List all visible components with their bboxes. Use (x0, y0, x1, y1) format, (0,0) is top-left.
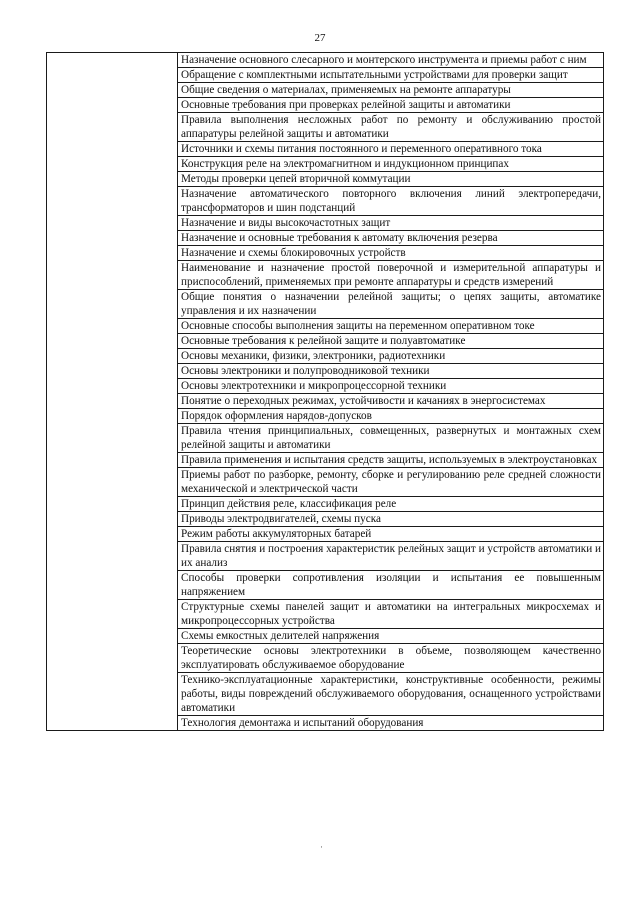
topic-cell: Принцип действия реле, классификация реле (178, 497, 604, 512)
page-number: 27 (314, 32, 326, 44)
topic-cell: Методы проверки цепей вторичной коммутации (178, 172, 604, 187)
topic-cell: Приемы работ по разборке, ремонту, сборке и регулированию реле средней сложности механической и электрической части (178, 468, 604, 497)
topic-cell: Режим работы аккумуляторных батарей (178, 527, 604, 542)
topic-cell: Общие понятия о назначении релейной защиты; о цепях защиты, автоматике управления и их назначении (178, 290, 604, 319)
topic-cell: Основные способы выполнения защиты на переменном оперативном токе (178, 319, 604, 334)
topic-cell: Наименование и назначение простой поверочной и измерительной аппаратуры и приспособлений, применяемых при ремонте аппаратуры и средств измерений (178, 261, 604, 290)
topic-cell: Основы электротехники и микропроцессорной техники (178, 379, 604, 394)
topic-cell: Технология демонтажа и испытаний оборудования (178, 716, 604, 731)
topic-cell: Приводы электродвигателей, схемы пуска (178, 512, 604, 527)
topic-cell: Понятие о переходных режимах, устойчивости и качаниях в энергосистемах (178, 394, 604, 409)
topic-cell: Обращение с комплектными испытательными устройствами для проверки защит (178, 68, 604, 83)
topic-cell: Порядок оформления нарядов-допусков (178, 409, 604, 424)
topic-cell: Схемы емкостных делителей напряжения (178, 629, 604, 644)
topic-cell: Правила применения и испытания средств защиты, используемых в электроустановках (178, 453, 604, 468)
topic-cell: Основные требования к релейной защите и полуавтоматике (178, 334, 604, 349)
topic-cell: Правила выполнения несложных работ по ремонту и обслуживанию простой аппаратуры релейной защиты и автоматики (178, 113, 604, 142)
section-label-cell (47, 53, 178, 731)
topic-cell: Технико-эксплуатационные характеристики, конструктивные особенности, режимы работы, виды повреждений обслуживаемого оборудования, оснащенного устройствами автоматики (178, 673, 604, 716)
topic-cell: Назначение и схемы блокировочных устройств (178, 246, 604, 261)
topic-cell: Правила снятия и построения характеристик релейных защит и устройств автоматики и их анализ (178, 542, 604, 571)
topic-cell: Теоретические основы электротехники в объеме, позволяющем качественно эксплуатировать обслуживаемое оборудование (178, 644, 604, 673)
topic-cell: Назначение основного слесарного и монтерского инструмента и приемы работ с ним (178, 53, 604, 68)
topic-cell: Назначение автоматического повторного включения линий электропередачи, трансформаторов и шин подстанций (178, 187, 604, 216)
topic-cell: Конструкция реле на электромагнитном и индукционном принципах (178, 157, 604, 172)
topic-cell: Основные требования при проверках релейной защиты и автоматики (178, 98, 604, 113)
topic-cell: Основы электроники и полупроводниковой техники (178, 364, 604, 379)
topic-cell: Основы механики, физики, электроники, радиотехники (178, 349, 604, 364)
knowledge-table-body (47, 53, 604, 731)
topic-cell: Способы проверки сопротивления изоляции и испытания ее повышенным напряжением (178, 571, 604, 600)
knowledge-table (46, 52, 604, 731)
topic-cell: Структурные схемы панелей защит и автоматики на интегральных микросхемах и микропроцессорных устройства (178, 600, 604, 629)
table-row (47, 53, 604, 68)
topic-cell: Правила чтения принципиальных, совмещенных, развернутых и монтажных схем релейной защиты и автоматики (178, 424, 604, 453)
topic-cell: Назначение и виды высокочастотных защит (178, 216, 604, 231)
topic-cell: Общие сведения о материалах, применяемых на ремонте аппаратуры (178, 83, 604, 98)
scan-speck: · (320, 842, 323, 852)
topic-cell: Назначение и основные требования к автомату включения резерва (178, 231, 604, 246)
topic-cell: Источники и схемы питания постоянного и переменного оперативного тока (178, 142, 604, 157)
